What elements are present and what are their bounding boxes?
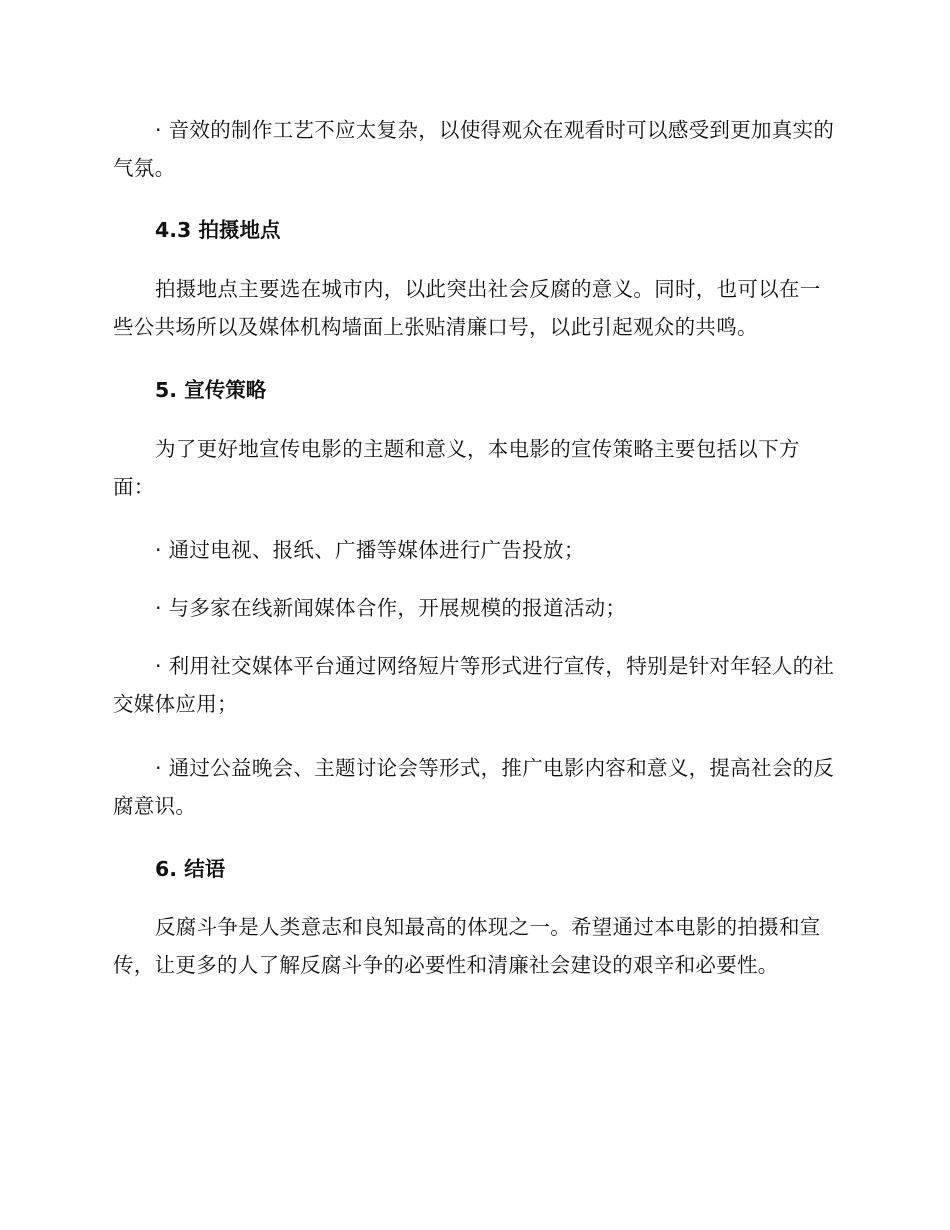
bullet-online-media: · 与多家在线新闻媒体合作，开展规模的报道活动；	[155, 596, 627, 620]
section-heading-6: 6. 结语	[155, 857, 226, 881]
bullet-sound-craft: · 音效的制作工艺不应太复杂，以使得观众在观看时可以感受到更加真实的气氛。	[113, 118, 835, 180]
section-heading-5: 5. 宣传策略	[155, 378, 267, 402]
bullet-tv-ads: · 通过电视、报纸、广播等媒体进行广告投放；	[155, 538, 585, 562]
section-heading-4-3: 4.3 拍摄地点	[155, 218, 281, 242]
paragraph-conclusion: 反腐斗争是人类意志和良知最高的体现之一。希望通过本电影的拍摄和宣传，让更多的人了解反腐斗争的必要性和清廉社会建设的艰辛和必要性。	[113, 915, 821, 977]
paragraph-promotion-intro: 为了更好地宣传电影的主题和意义，本电影的宣传策略主要包括以下方面：	[113, 437, 800, 499]
paragraph-location: 拍摄地点主要选在城市内，以此突出社会反腐的意义。同时，也可以在一些公共场所以及媒体机构墙面上张贴清廉口号，以此引起观众的共鸣。	[113, 277, 821, 339]
bullet-social-media: · 利用社交媒体平台通过网络短片等形式进行宣传，特别是针对年轻人的社交媒体应用；	[113, 654, 835, 716]
bullet-public-events: · 通过公益晚会、主题讨论会等形式，推广电影内容和意义，提高社会的反腐意识。	[113, 756, 835, 818]
